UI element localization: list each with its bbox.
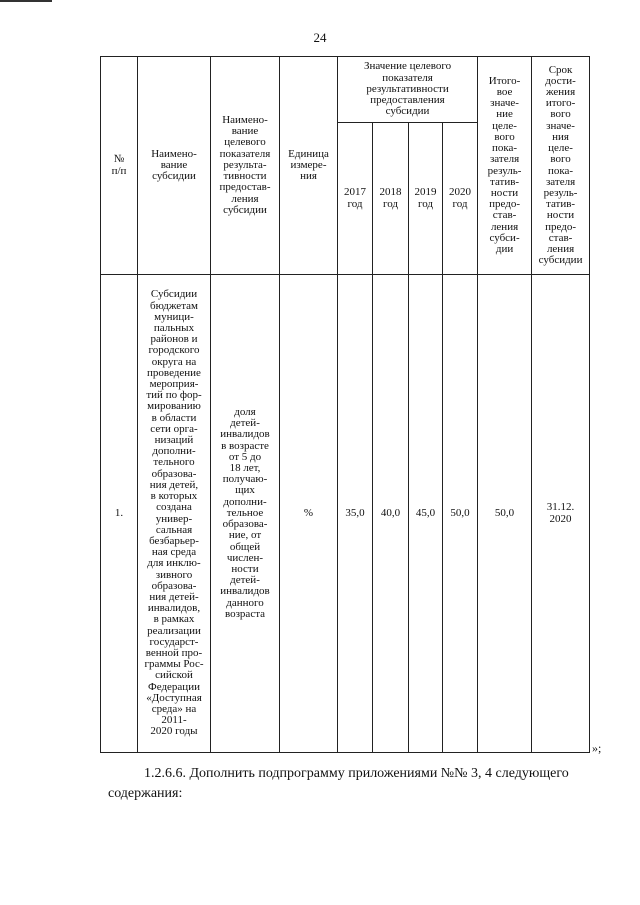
row-value-2020: 50,0 [443,275,478,753]
header-unit: Единица измере- ния [280,57,338,275]
row-subsidy-name: Субсидии бюджетам муници- пальных районов и городского округа на проведение мероприя- тий по фор- мированию в области сети орга- низаций дополни- тельного образова- ния детей, в которых создана универ- сальная безбарьер- ная среда для инклю- зивного образова- ния детей- инвалидов, в рамках реализации государст- венной про- граммы Рос- сийской Федерации «Доступная среда» на 2011- 2020 годы [138,275,211,753]
row-unit: % [280,275,338,753]
top-rule [0,0,52,2]
row-value-2019: 45,0 [409,275,443,753]
header-year-2018: 2018 год [373,123,409,275]
header-value-group: Значение целевого показателя результативности предоставления субсидии [338,57,478,123]
header-year-2017: 2017 год [338,123,373,275]
header-achievement-term: Срок дости- жения итого- вого значе- ния целе- вого пока- зателя резуль- татив- ности предо- став- ления субсидии [532,57,590,275]
row-achievement-term: 31.12. 2020 [532,275,590,753]
page-number: 24 [313,30,327,45]
subsidy-indicator-table [100,56,590,753]
header-indicator-name: Наимено- вание целевого показателя результа- тивности предостав- ления субсидии [211,57,280,275]
row-value-2017: 35,0 [338,275,373,753]
header-year-2020: 2020 год [443,123,478,275]
row-indicator-name: доля детей- инвалидов в возрасте от 5 до 18 лет, получаю- щих дополни- тельное образова- ние, от общей числен- ности детей- инвалидов данного возраста [211,275,280,753]
header-subsidy-name: Наимено- вание субсидии [138,57,211,275]
header-year-2019: 2019 год [409,123,443,275]
closing-quote-mark: »; [592,741,602,755]
header-final-value: Итого- вое значе- ние целе- вого пока- зателя резуль- татив- ности предо- став- ления субси- дии [478,57,532,275]
row-value-2018: 40,0 [373,275,409,753]
amendment-paragraph [108,764,613,804]
row-final-value: 50,0 [478,275,532,753]
header-number: № п/п [101,57,138,275]
row-number: 1. [101,275,138,753]
amendment-text: 1.2.6.6. Дополнить подпрограмму приложениями №№ 3, 4 следующего содержания: [108,766,569,801]
